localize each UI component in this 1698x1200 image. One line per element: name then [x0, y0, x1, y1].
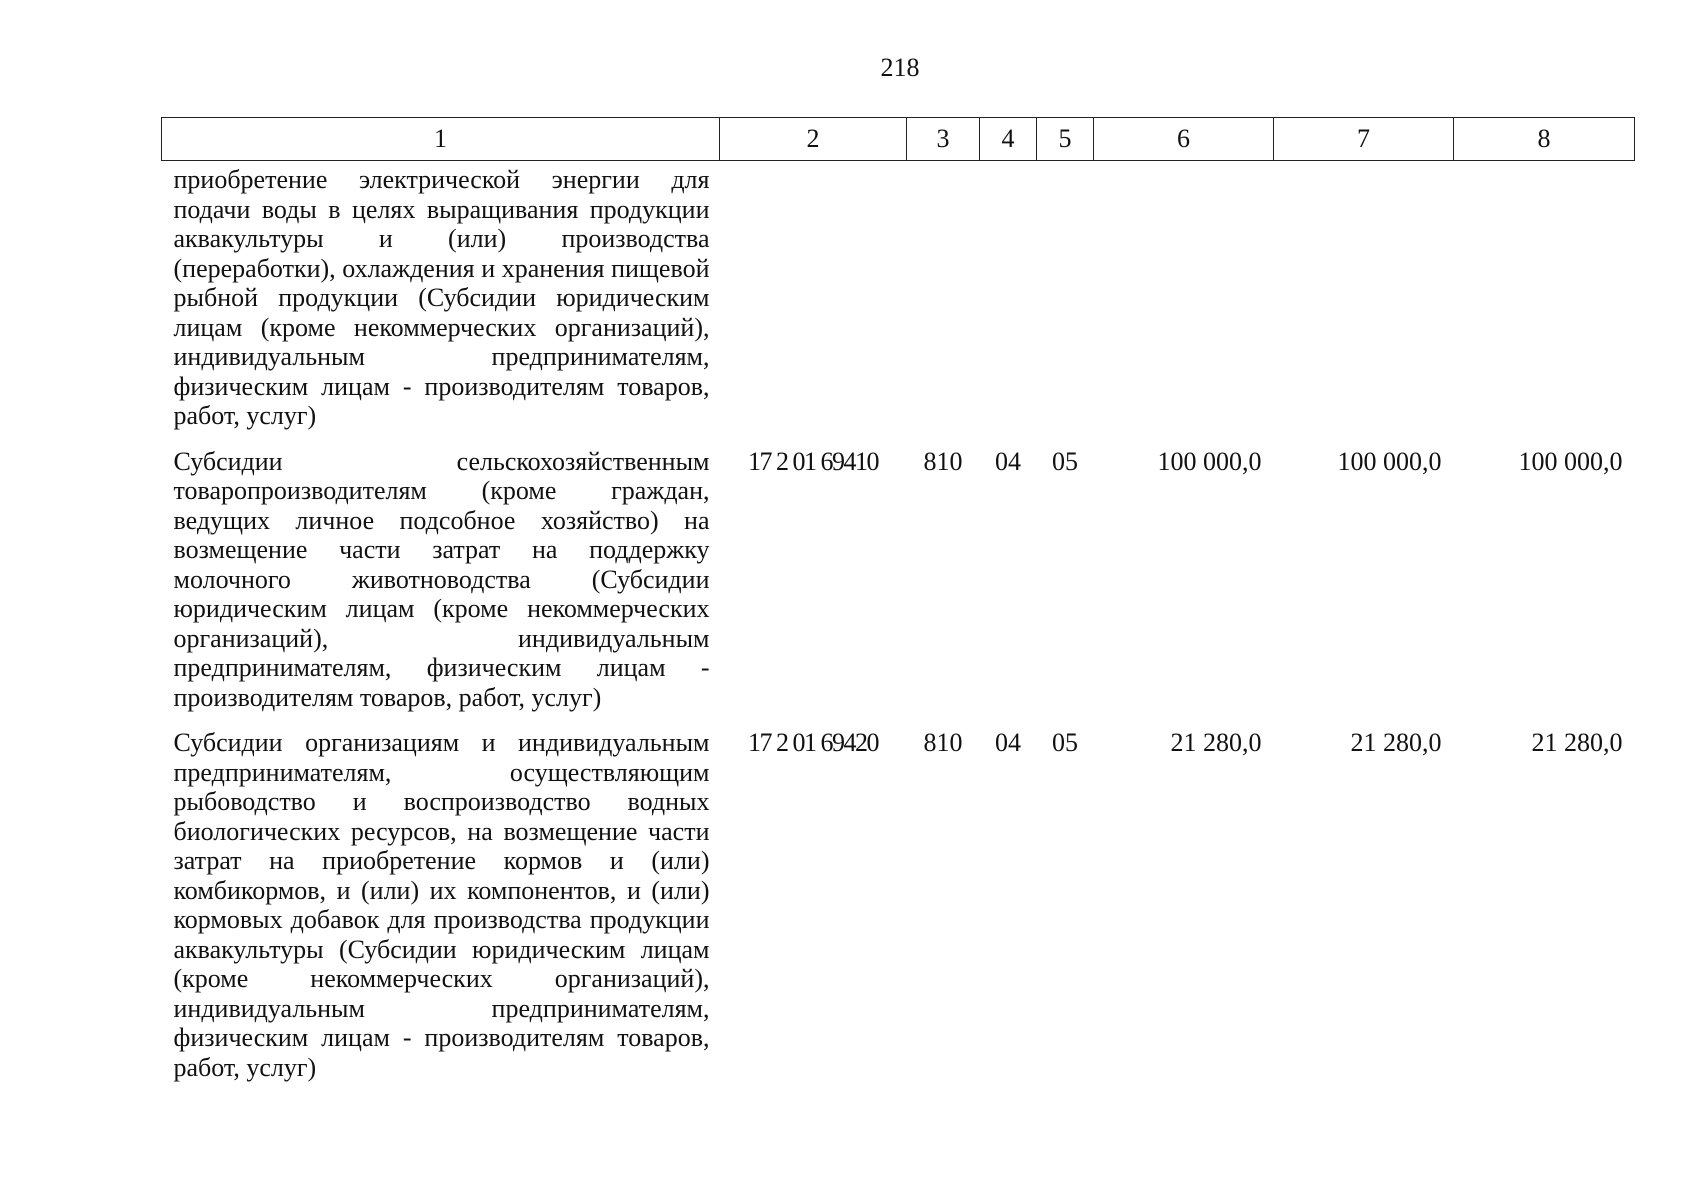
page-number: 218	[880, 53, 920, 82]
row-expense-type: 810	[923, 446, 963, 476]
row-target-code	[720, 161, 907, 443]
budget-table	[161, 117, 1635, 1094]
header-row	[162, 118, 1635, 161]
row-description: Субсидии сельскохозяйственным товаропроизводителям (кроме граждан, ведущих личное подсобное хозяйство) на возмещение части затрат на поддержку молочного животноводства (Субсидии юридическим лицам (кроме некоммерческих организаций), индивидуальным предпринимателям, физическим лицам - производителям товаров, работ, услуг)	[173, 446, 710, 712]
header-col-6: 6	[1094, 118, 1274, 161]
table-row	[162, 724, 1635, 1094]
row-expense-type	[907, 161, 980, 443]
header-col-1: 1	[162, 118, 720, 161]
row-amount-col8: 21 280,0	[1531, 728, 1623, 757]
row-amount-col7: 21 280,0	[1350, 728, 1442, 757]
row-amount-col7: 100 000,0	[1337, 446, 1442, 476]
row-description: приобретение электрической энергии для подачи воды в целях выращивания продукции аквакультуры и (или) производства (переработки), охлаждения и хранения пищевой рыбной продукции (Субсидии юридическим лицам (кроме некоммерческих организаций), индивидуальным предпринимателям, физическим лицам - производителям товаров, работ, услуг)	[173, 165, 710, 430]
row-section	[980, 161, 1037, 443]
row-amount-col8	[1454, 161, 1635, 443]
header-col-4: 4	[980, 118, 1037, 161]
table-row	[162, 161, 1635, 443]
row-description: Субсидии организациям и индивидуальным предпринимателям, осуществляющим рыбоводство и воспроизводство водных биологических ресурсов, на возмещение части затрат на приобретение кормов и (или) комбикормов, и (или) их компонентов, и (или) кормовых добавок для производства продукции аквакультуры (Субсидии юридическим лицам (кроме некоммерческих организаций), индивидуальным предпринимателям, физическим лицам - производителям товаров, работ, услуг)	[173, 728, 710, 1082]
row-subsection	[1037, 161, 1094, 443]
table-row	[162, 443, 1635, 725]
row-target-code: 17 2 01 69420	[748, 728, 878, 757]
header-col-8: 8	[1454, 118, 1635, 161]
row-amount-col7	[1274, 161, 1454, 443]
table-body	[162, 161, 1635, 1095]
row-target-code: 17 2 01 69410	[748, 446, 878, 476]
row-section: 04	[995, 446, 1021, 476]
row-subsection: 05	[1052, 446, 1078, 476]
header-col-5: 5	[1037, 118, 1094, 161]
row-section: 04	[995, 728, 1021, 757]
table-header	[162, 118, 1635, 161]
row-amount-col8: 100 000,0	[1518, 446, 1623, 476]
header-col-7: 7	[1274, 118, 1454, 161]
row-amount-col6	[1094, 161, 1274, 443]
row-amount-col6: 100 000,0	[1157, 446, 1262, 476]
row-expense-type: 810	[923, 728, 963, 757]
row-subsection: 05	[1052, 728, 1078, 757]
header-col-3: 3	[907, 118, 980, 161]
row-amount-col6: 21 280,0	[1170, 728, 1262, 757]
header-col-2: 2	[720, 118, 907, 161]
